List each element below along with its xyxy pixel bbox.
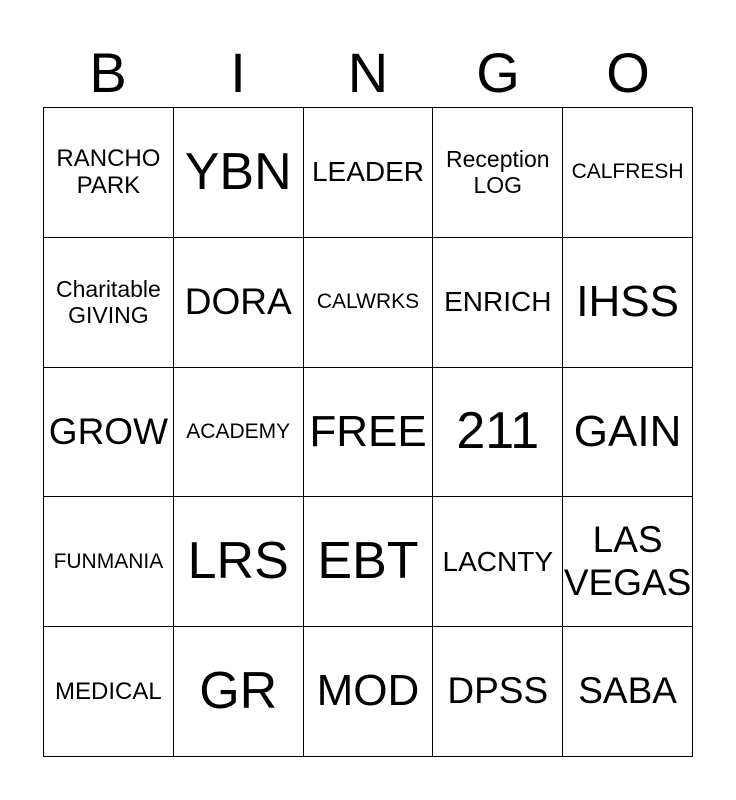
bingo-cell[interactable] <box>304 497 434 627</box>
cell-text: CALFRESH <box>571 160 684 184</box>
cell-text: DORA <box>184 280 292 322</box>
cell-text: FUNMANIA <box>53 549 164 573</box>
bingo-cell[interactable] <box>433 108 563 238</box>
bingo-cell[interactable] <box>174 497 304 627</box>
cell-text: GAIN <box>573 406 682 456</box>
bingo-cell[interactable] <box>174 108 304 238</box>
bingo-cell[interactable] <box>563 497 693 627</box>
cell-text: SABA <box>578 670 677 712</box>
bingo-cell[interactable] <box>44 108 174 238</box>
cell-text: LAS VEGAS <box>563 519 692 603</box>
bingo-cell[interactable] <box>563 108 693 238</box>
cell-text: EBT <box>317 531 419 590</box>
cell-text: RANCHO PARK <box>56 144 161 200</box>
cell-text: IHSS <box>576 276 679 326</box>
bingo-cell[interactable] <box>174 368 304 498</box>
cell-text: LEADER <box>311 156 425 188</box>
cell-text: FREE <box>309 406 427 456</box>
cell-text: 211 <box>456 402 540 461</box>
bingo-cell[interactable] <box>563 627 693 757</box>
cell-text: LACNTY <box>442 545 554 577</box>
cell-text: YBN <box>184 142 292 201</box>
bingo-cell[interactable] <box>433 368 563 498</box>
bingo-cell[interactable] <box>174 238 304 368</box>
bingo-board <box>43 107 693 757</box>
bingo-cell[interactable] <box>304 108 434 238</box>
cell-text: Charitable GIVING <box>55 275 161 329</box>
cell-text: CALWRKS <box>316 290 420 314</box>
cell-text: Reception LOG <box>446 145 550 199</box>
bingo-cell[interactable] <box>433 627 563 757</box>
bingo-cell[interactable] <box>44 627 174 757</box>
cell-text: GROW <box>48 410 168 452</box>
bingo-cell[interactable] <box>304 368 434 498</box>
bingo-header <box>43 38 693 108</box>
cell-text: DPSS <box>447 670 549 712</box>
header-letter-o: O <box>606 41 650 104</box>
bingo-cell[interactable] <box>433 238 563 368</box>
cell-text: GR <box>199 661 278 720</box>
bingo-cell[interactable] <box>563 368 693 498</box>
bingo-cell[interactable] <box>44 238 174 368</box>
bingo-cell[interactable] <box>304 238 434 368</box>
header-letter-i: I <box>230 41 246 104</box>
bingo-cell[interactable] <box>304 627 434 757</box>
header-letter-n: N <box>347 41 389 104</box>
bingo-cell[interactable] <box>44 497 174 627</box>
bingo-cell[interactable] <box>563 238 693 368</box>
header-letter-g: G <box>476 41 520 104</box>
cell-text: ACADEMY <box>186 419 291 443</box>
bingo-cell[interactable] <box>174 627 304 757</box>
bingo-cell[interactable] <box>44 368 174 498</box>
header-letter-b: B <box>89 41 127 104</box>
cell-text: MEDICAL <box>55 677 162 705</box>
bingo-cell[interactable] <box>433 497 563 627</box>
cell-text: MOD <box>316 666 420 716</box>
cell-text: ENRICH <box>444 286 552 318</box>
cell-text: LRS <box>187 531 289 590</box>
